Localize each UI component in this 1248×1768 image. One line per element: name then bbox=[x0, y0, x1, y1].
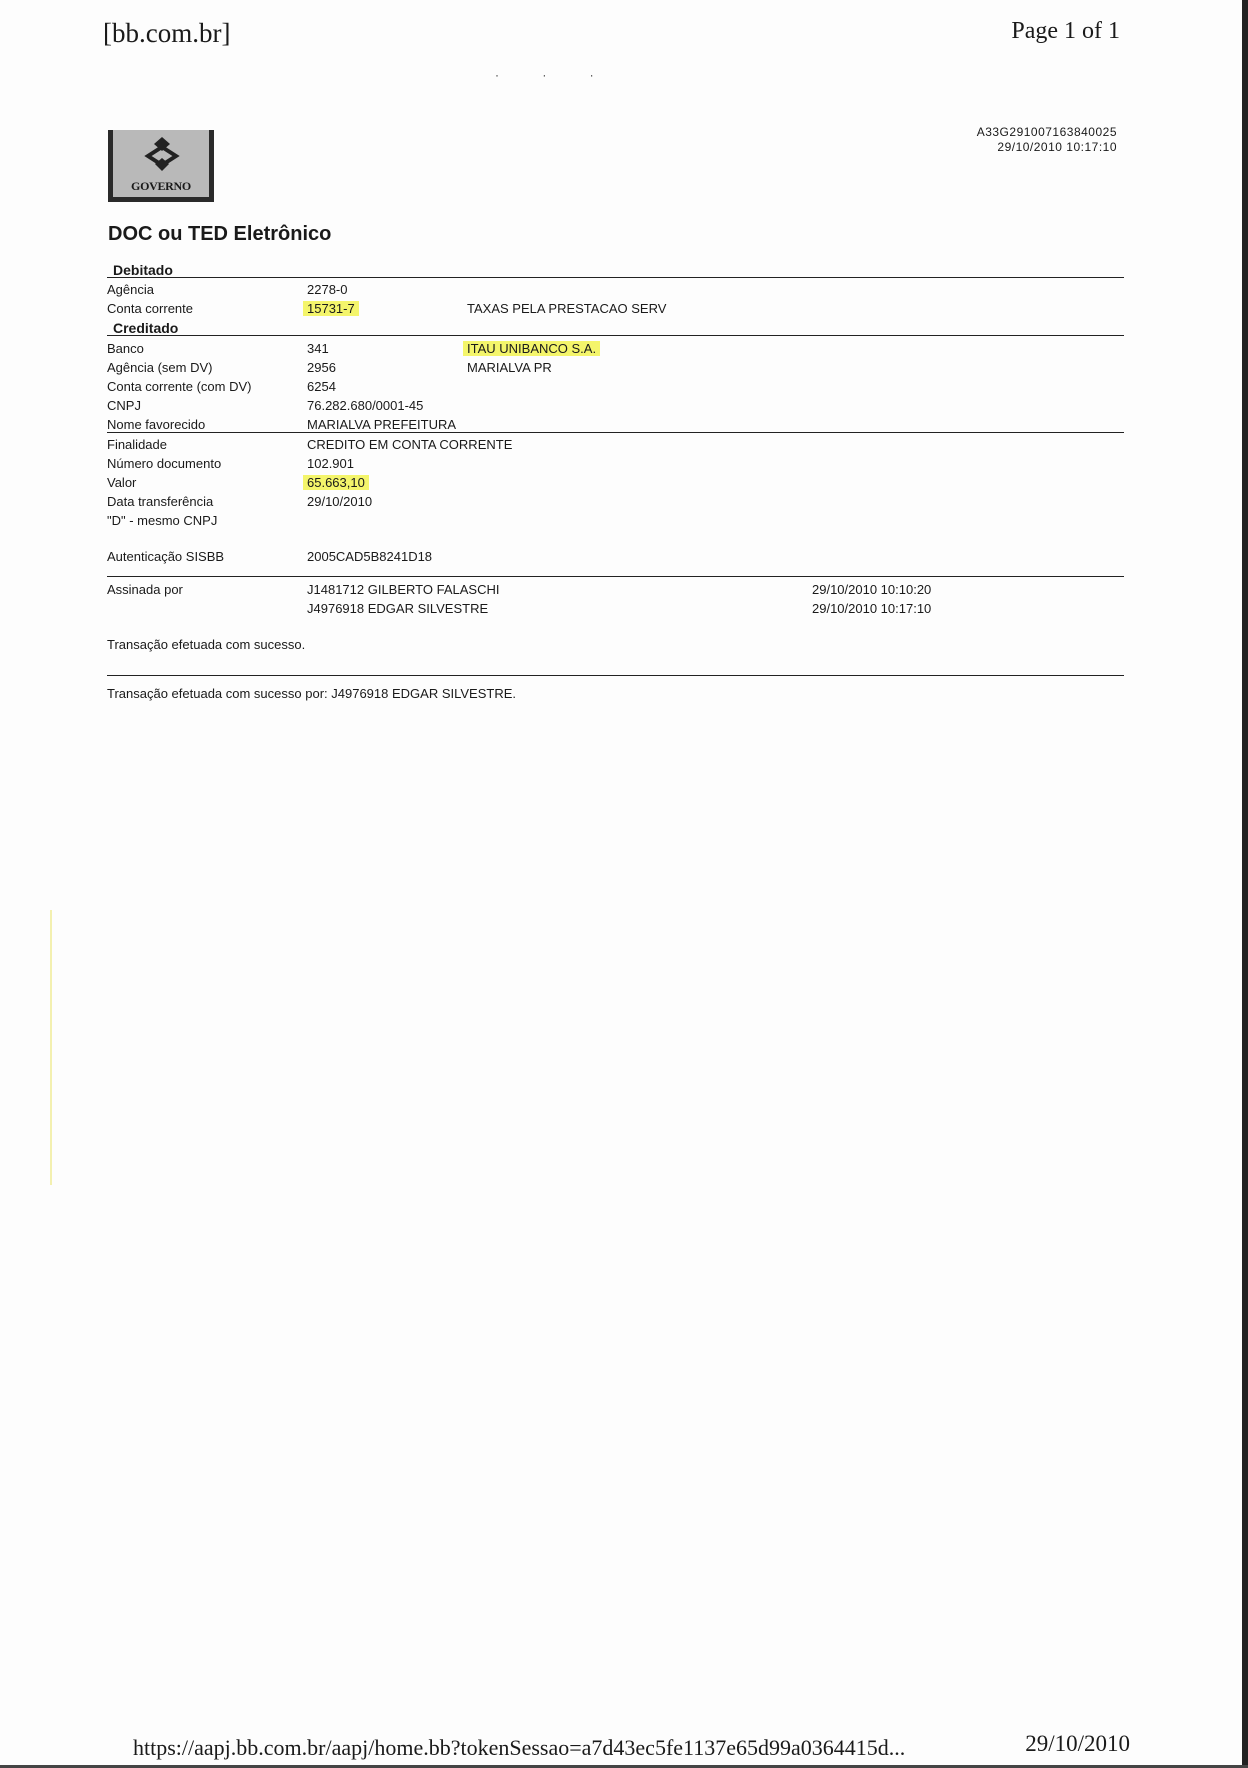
signer-name: J1481712 GILBERTO FALASCHI bbox=[307, 582, 500, 597]
value-description: MARIALVA PR bbox=[467, 360, 552, 375]
section-creditado: Creditado bbox=[113, 320, 179, 336]
divider bbox=[107, 277, 1124, 278]
value bbox=[307, 475, 369, 490]
label: Agência bbox=[107, 282, 154, 297]
reference-datetime: 29/10/2010 10:17:10 bbox=[997, 140, 1117, 154]
logo-text: GOVERNO bbox=[131, 179, 191, 193]
banco-do-brasil-logo bbox=[108, 130, 214, 202]
browser-header-page-count: Page 1 of 1 bbox=[1011, 18, 1120, 44]
label: Assinada por bbox=[107, 582, 183, 597]
label: Data transferência bbox=[107, 494, 214, 509]
signer-datetime: 29/10/2010 10:10:20 bbox=[812, 582, 932, 597]
value: 76.282.680/0001-45 bbox=[307, 398, 424, 413]
label: Número documento bbox=[107, 456, 222, 471]
label: Conta corrente (com DV) bbox=[107, 379, 252, 394]
highlighted-value: 15731-7 bbox=[303, 301, 359, 316]
section-debitado: Debitado bbox=[113, 262, 173, 278]
value: 29/10/2010 bbox=[307, 494, 373, 509]
value: 341 bbox=[307, 341, 329, 356]
browser-footer-date: 29/10/2010 bbox=[1025, 1731, 1130, 1756]
label: "D" - mesmo CNPJ bbox=[107, 513, 218, 528]
label: Agência (sem DV) bbox=[107, 360, 213, 375]
value bbox=[307, 301, 359, 316]
transaction-reference bbox=[977, 125, 1117, 155]
scan-edge bbox=[1242, 0, 1248, 1768]
scan-artifact bbox=[50, 910, 52, 1185]
bb-logo-icon bbox=[143, 136, 181, 172]
label: Nome favorecido bbox=[107, 417, 206, 432]
divider bbox=[107, 675, 1124, 676]
label: Finalidade bbox=[107, 437, 167, 452]
value: 2278-0 bbox=[307, 282, 348, 297]
signer-name: J4976918 EDGAR SILVESTRE bbox=[307, 601, 489, 616]
page-title: DOC ou TED Eletrônico bbox=[108, 223, 332, 245]
scan-specks: · · · bbox=[495, 68, 614, 82]
divider bbox=[107, 335, 1124, 336]
label: Conta corrente bbox=[107, 301, 193, 316]
value: MARIALVA PREFEITURA bbox=[307, 417, 457, 432]
divider bbox=[107, 576, 1124, 577]
label: Autenticação SISBB bbox=[107, 549, 225, 564]
browser-header-site: [bb.com.br] bbox=[103, 18, 231, 48]
value: 102.901 bbox=[307, 456, 354, 471]
value: 2956 bbox=[307, 360, 336, 375]
value-description: TAXAS PELA PRESTACAO SERV bbox=[467, 301, 667, 316]
label: CNPJ bbox=[107, 398, 141, 413]
status-message-signer: Transação efetuada com sucesso por: J4976918 EDGAR SILVESTRE. bbox=[107, 686, 516, 701]
highlighted-value: ITAU UNIBANCO S.A. bbox=[463, 341, 600, 356]
browser-footer-url: https://aapj.bb.com.br/aapj/home.bb?tokenSessao=a7d43ec5fe1137e65d99a0364415d... bbox=[133, 1735, 906, 1760]
value: 6254 bbox=[307, 379, 336, 394]
value: 2005CAD5B8241D18 bbox=[307, 549, 433, 564]
divider bbox=[107, 432, 1124, 433]
value: CREDITO EM CONTA CORRENTE bbox=[307, 437, 513, 452]
value-description bbox=[467, 341, 600, 356]
status-message: Transação efetuada com sucesso. bbox=[107, 637, 306, 652]
label: Valor bbox=[107, 475, 137, 490]
reference-code: A33G291007163840025 bbox=[976, 125, 1117, 139]
highlighted-value: 65.663,10 bbox=[303, 475, 369, 490]
label: Banco bbox=[107, 341, 144, 356]
signer-datetime: 29/10/2010 10:17:10 bbox=[812, 601, 932, 616]
